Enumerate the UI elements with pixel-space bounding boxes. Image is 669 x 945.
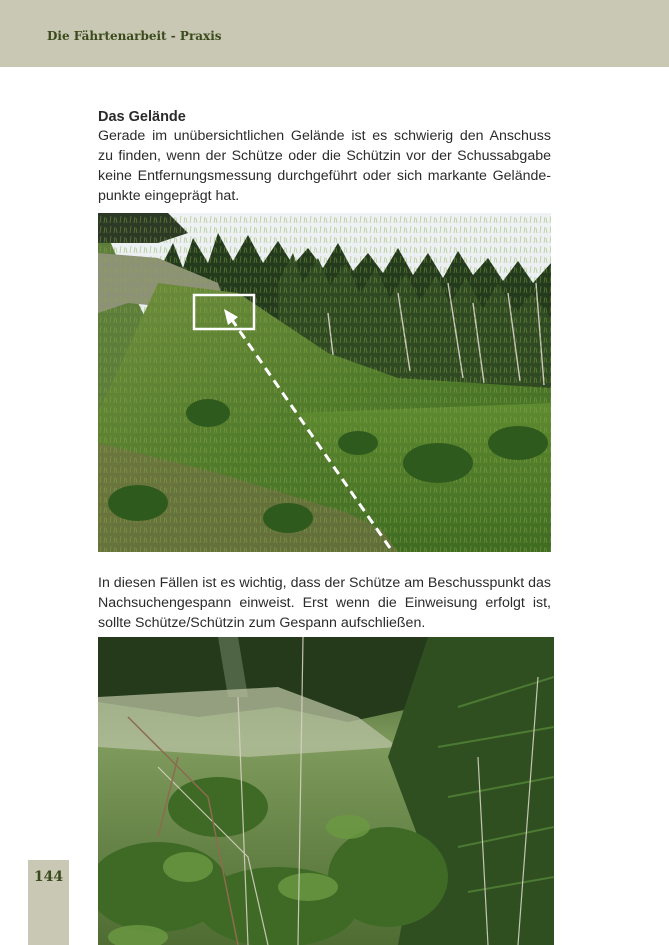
running-header-title: Die Fährtenarbeit - Praxis xyxy=(47,29,222,43)
paragraph-line: Nachsuchengespann einweist. Erst wenn die Einweisung erfolgt ist, xyxy=(98,595,551,611)
undergrowth-photo-illustration xyxy=(98,637,554,945)
paragraph-intro xyxy=(98,126,551,206)
paragraph-line: keine Entfernungsmessung durchgeführt oder sich markante Gelände- xyxy=(98,168,551,184)
running-header xyxy=(0,0,669,67)
page-number: 144 xyxy=(33,869,64,885)
section-heading: Das Gelände xyxy=(98,109,186,125)
terrain-photo-illustration xyxy=(98,213,551,552)
paragraph-instructions xyxy=(98,573,551,633)
paragraph-line: sollte Schütze/Schützin zum Gespann aufschließen. xyxy=(98,615,426,631)
paragraph-line: Gerade im unübersichtlichen Gelände ist es schwierig den Anschuss xyxy=(98,128,551,144)
terrain-photo xyxy=(98,213,551,552)
paragraph-line: punkte eingeprägt hat. xyxy=(98,188,240,204)
page-number-tab xyxy=(28,860,69,945)
paragraph-line: In diesen Fällen ist es wichtig, dass der Schütze am Beschusspunkt das xyxy=(98,575,551,591)
paragraph-line: zu finden, wenn der Schütze oder die Schützin vor der Schussabgabe xyxy=(98,148,551,164)
undergrowth-photo xyxy=(98,637,554,945)
